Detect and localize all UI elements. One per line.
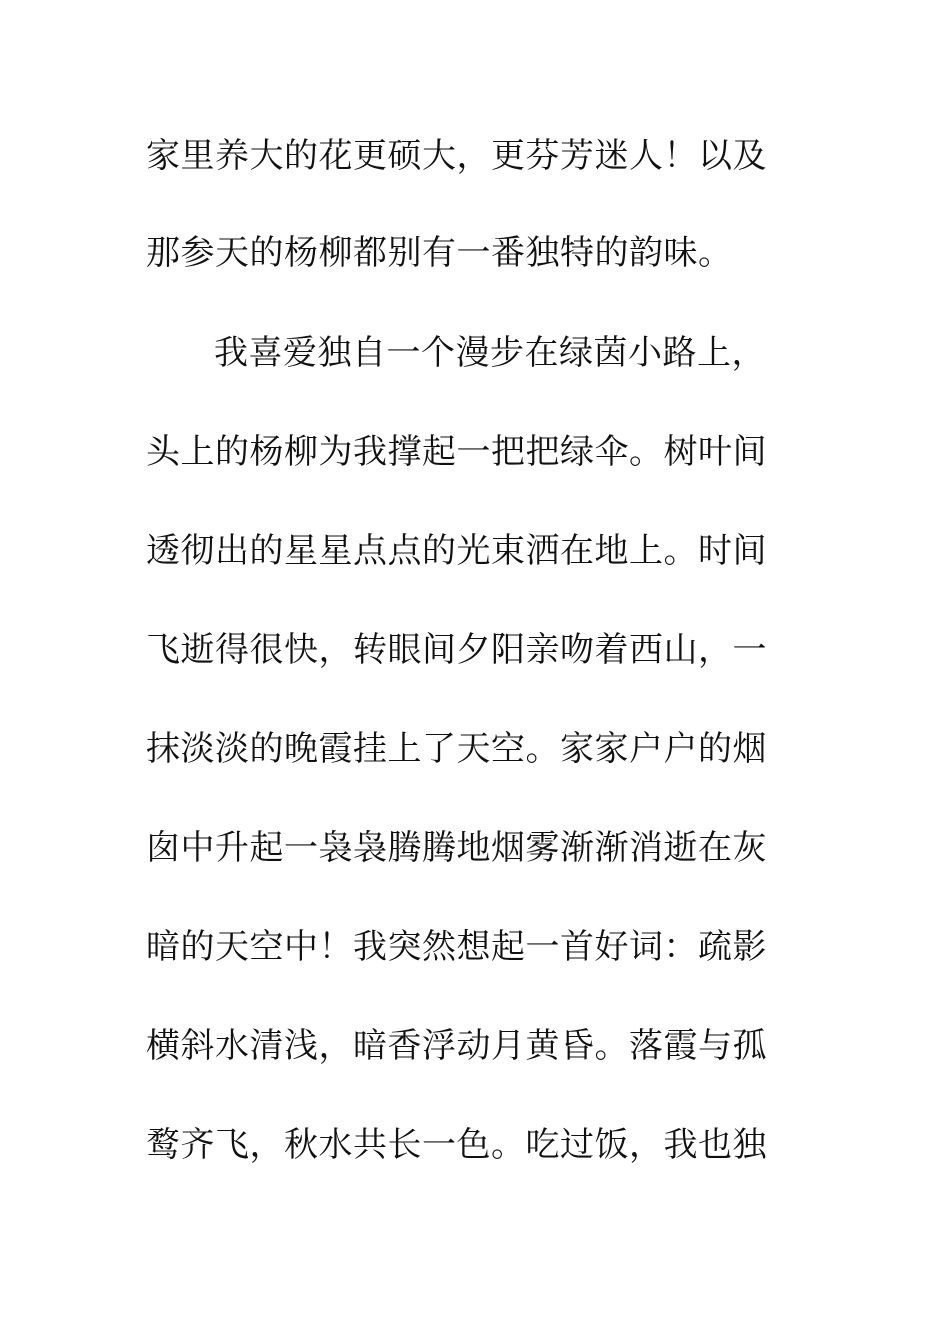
text-line: 暗的天空中！我突然想起一首好词：疏影 [146,927,767,967]
text-line: 透彻出的星星点点的光束洒在地上。时间 [146,531,767,571]
text-line: 鹜齐飞，秋水共长一色。吃过饭，我也独 [146,1125,767,1165]
text-line: 那参天的杨柳都别有一番独特的韵味。 [146,233,733,273]
paragraph-start-line: 我喜爱独自一个漫步在绿茵小路上， [214,333,766,373]
text-line: 抹淡淡的晚霞挂上了天空。家家户户的烟 [146,729,767,769]
text-line: 横斜水清浅，暗香浮动月黄昏。落霞与孤 [146,1026,767,1066]
text-line: 头上的杨柳为我撑起一把把绿伞。树叶间 [146,432,767,472]
text-line: 家里养大的花更硕大，更芬芳迷人！以及 [146,136,767,176]
text-line: 囱中升起一袅袅腾腾地烟雾渐渐消逝在灰 [146,828,767,868]
text-line: 飞逝得很快，转眼间夕阳亲吻着西山，一 [146,630,767,670]
